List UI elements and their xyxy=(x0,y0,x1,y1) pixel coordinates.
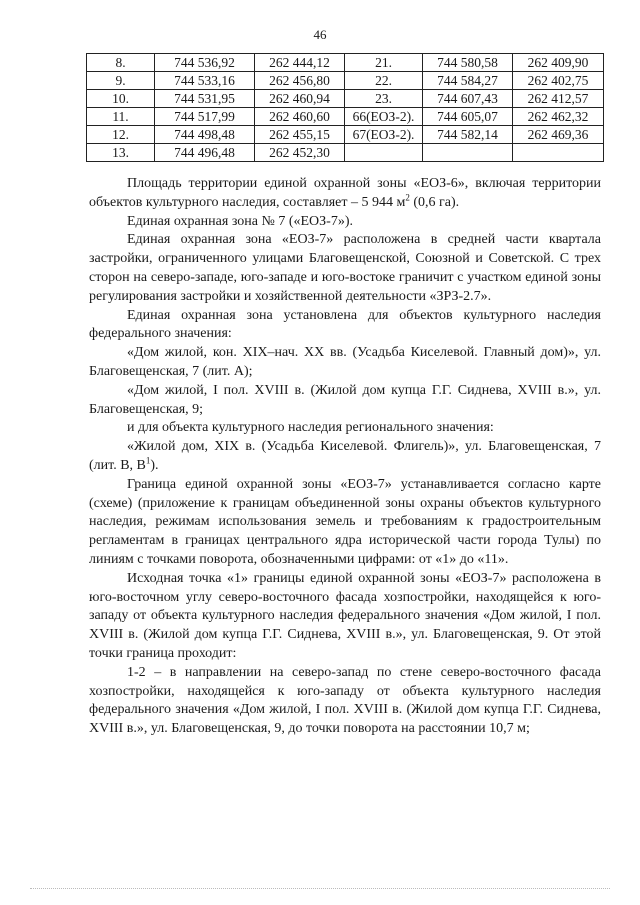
table-cell: 744 605,07 xyxy=(423,108,513,126)
page-number: 46 xyxy=(313,27,327,42)
table-cell: 21. xyxy=(345,54,423,72)
paragraph-boundary: Граница единой охранной зоны «ЕОЗ-7» устанавливается согласно карте (схеме) (приложение к границам объединенной зоны охраны объектов культурного наследия, режимам использования земель и требованиям к градостроительным регламентам в границах центрального ядра исторической части города Тулы) по линиям с точками поворота, обозначенными цифрами: от «1» до «11». xyxy=(89,476,601,567)
table-cell: 66(ЕОЗ-2). xyxy=(345,108,423,126)
table-cell: 11. xyxy=(87,108,155,126)
table-cell: 744 496,48 xyxy=(155,144,255,162)
paragraph-start-point: Исходная точка «1» границы единой охранной зоны «ЕОЗ-7» расположена в юго-восточном углу северо-восточного фасада хозпостройки, находящейся к юго-западу от объекта культурного наследия федерального значения «Дом жилой, I пол. XVIII в. (Жилой дом купца Г.Г. Сиднева, XVIII в.», ул. Благовещенская, 9. От этой точки граница проходит: xyxy=(89,570,601,661)
document-body xyxy=(89,175,601,739)
table-cell: 10. xyxy=(87,90,155,108)
table-cell: 262 409,90 xyxy=(513,54,604,72)
table-cell: 744 582,14 xyxy=(423,126,513,144)
table-cell: 262 444,12 xyxy=(255,54,345,72)
table-cell: 12. xyxy=(87,126,155,144)
paragraph-segment-1-2: 1-2 – в направлении на северо-запад по стене северо-восточного фасада хозпостройки, находящейся к юго-западу от объекта культурного наследия федерального значения «Дом жилой, I пол. XVIII в. (Жилой дом купца Г.Г. Сиднева, XVIII в.», ул. Благовещенская, 9, до точки поворота на расстоянии 10,7 м; xyxy=(89,664,601,737)
paragraph-zone-location: Единая охранная зона «ЕОЗ-7» расположена в средней части квартала застройки, ограниченного улицами Благовещенской, Союзной и Советской. С трех сторон на северо-западе, юго-западе и юго-востоке граничит с участком единой зоны регулирования застройки и хозяйственной деятельности «ЗРЗ-2.7». xyxy=(89,232,601,304)
table-cell: 744 580,58 xyxy=(423,54,513,72)
table-cell xyxy=(345,144,423,162)
table-cell: 744 536,92 xyxy=(155,54,255,72)
table-cell: 262 452,30 xyxy=(255,144,345,162)
table-row xyxy=(87,90,604,108)
table-row xyxy=(87,108,604,126)
table-cell xyxy=(513,144,604,162)
coordinates-table-body xyxy=(87,54,604,162)
coordinates-table xyxy=(86,53,604,162)
table-cell: 9. xyxy=(87,72,155,90)
table-row xyxy=(87,144,604,162)
table-cell: 744 607,43 xyxy=(423,90,513,108)
paragraph-object-1: «Дом жилой, кон. XIX–нач. XX вв. (Усадьба Киселевой. Главный дом)», ул. Благовещенская, 7 (лит. А); xyxy=(89,345,601,379)
table-cell: 262 456,80 xyxy=(255,72,345,90)
paragraph-zone-heading: Единая охранная зона № 7 («ЕОЗ-7»). xyxy=(127,213,353,229)
table-cell: 67(ЕОЗ-2). xyxy=(345,126,423,144)
table-cell: 262 412,57 xyxy=(513,90,604,108)
table-cell: 262 460,60 xyxy=(255,108,345,126)
table-cell: 262 455,15 xyxy=(255,126,345,144)
table-cell: 744 531,95 xyxy=(155,90,255,108)
table-cell: 8. xyxy=(87,54,155,72)
table-cell: 22. xyxy=(345,72,423,90)
table-row xyxy=(87,54,604,72)
table-row xyxy=(87,126,604,144)
scan-footer-artifact xyxy=(30,888,610,893)
table-cell: 262 469,36 xyxy=(513,126,604,144)
paragraph-regional-objects: и для объекта культурного наследия регионального значения: xyxy=(127,420,494,436)
paragraph-object-3: «Жилой дом, XIX в. (Усадьба Киселевой. Флигель)», ул. Благовещенская, 7 (лит. В, $В^1$). xyxy=(89,439,601,473)
paragraph-object-2: «Дом жилой, I пол. XVIII в. (Жилой дом купца Г.Г. Сиднева, XVIII в.», ул. Благовещенская, 9; xyxy=(89,382,601,417)
table-cell: 744 498,48 xyxy=(155,126,255,144)
table-cell: 262 402,75 xyxy=(513,72,604,90)
table-cell: 744 584,27 xyxy=(423,72,513,90)
paragraph-federal-objects: Единая охранная зона установлена для объектов культурного наследия федерального значения: xyxy=(89,307,601,342)
table-cell: 13. xyxy=(87,144,155,162)
table-cell: 744 533,16 xyxy=(155,72,255,90)
table-cell: 744 517,99 xyxy=(155,108,255,126)
table-row xyxy=(87,72,604,90)
paragraph-area: Площадь территории единой охранной зоны «ЕОЗ-6», включая территории объектов культурного наследия, составляет – 5 944 $м^2$ (0,6 га). xyxy=(89,176,601,210)
table-cell: 262 460,94 xyxy=(255,90,345,108)
table-cell: 23. xyxy=(345,90,423,108)
table-cell: 262 462,32 xyxy=(513,108,604,126)
table-cell xyxy=(423,144,513,162)
